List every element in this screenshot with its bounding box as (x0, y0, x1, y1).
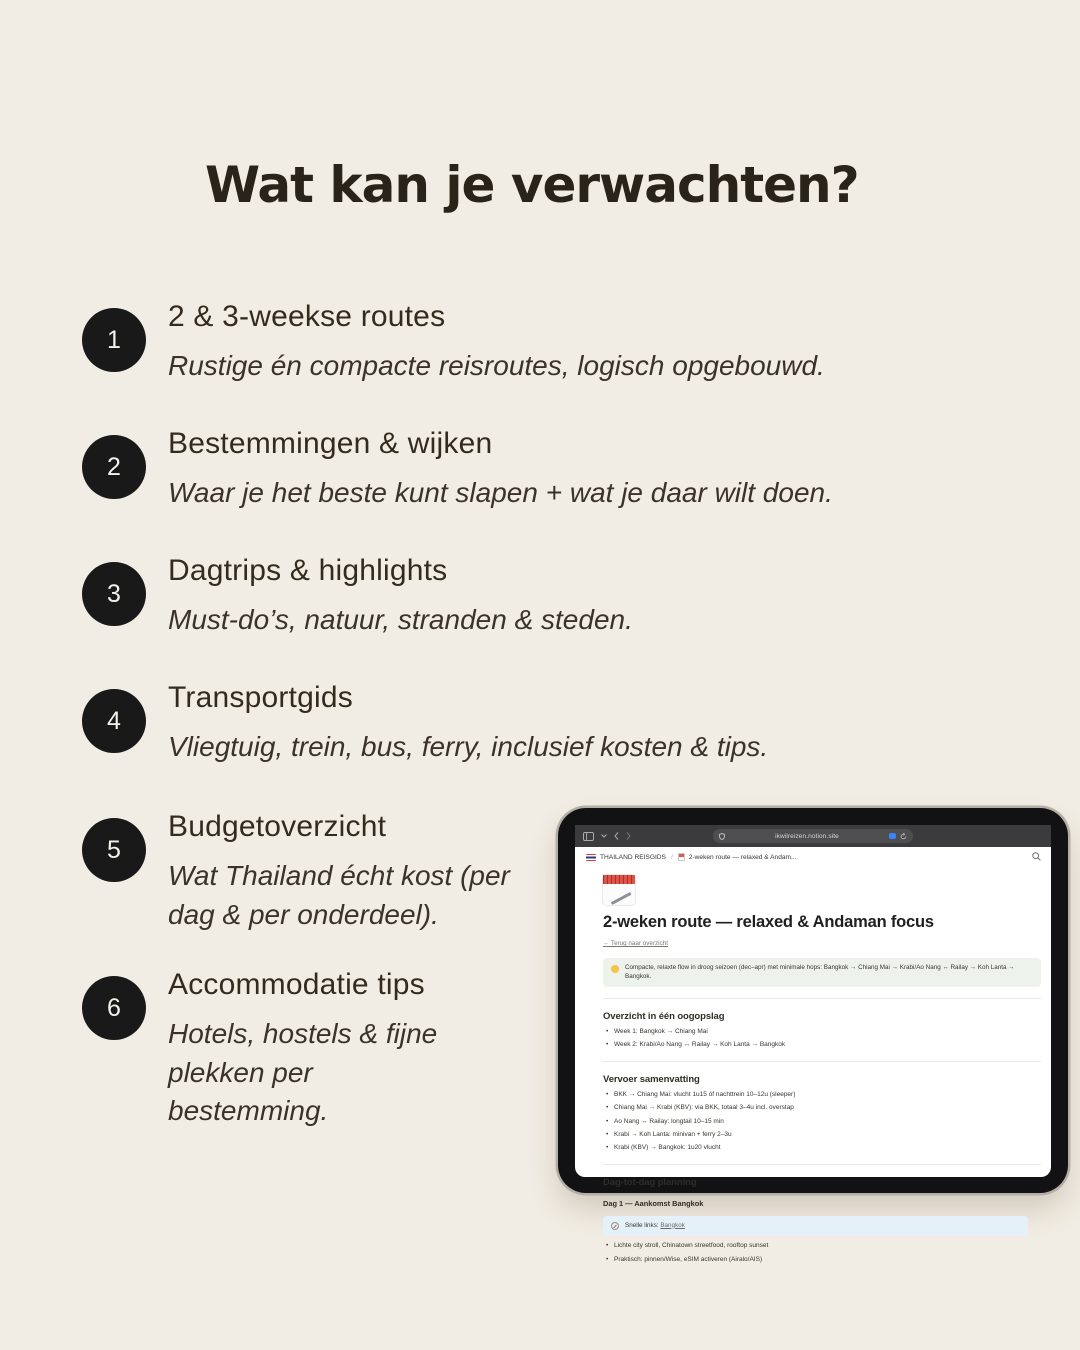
transport-list (603, 1090, 1041, 1153)
list-bullet: • Krabi (KBV) → Bangkok: 1u20 vlucht (603, 1143, 1041, 1153)
search-icon[interactable] (1032, 852, 1041, 863)
breadcrumb-separator: / (670, 853, 673, 861)
overview-heading: Overzicht in één oogopslag (603, 1011, 725, 1022)
intro-callout (603, 958, 1041, 987)
list-item (82, 427, 833, 513)
sun-icon (611, 965, 619, 973)
tablet-mockup (558, 808, 1068, 1263)
browser-toolbar (575, 825, 1051, 847)
item-title: Dagtrips & highlights (168, 554, 448, 587)
list-item (82, 300, 825, 386)
sidebar-toggle-icon[interactable] (583, 832, 594, 841)
step-number: 6 (107, 993, 121, 1022)
step-number-badge (82, 689, 146, 753)
page-title: Wat kan je verwachten? (205, 156, 859, 214)
list-item (82, 810, 513, 934)
list-bullet: • Chiang Mai → Krabi (KBV): via BKK, totaal 3–4u incl. overstap (603, 1103, 1041, 1113)
item-title: 2 & 3-weekse routes (168, 300, 446, 333)
notion-page-title: 2-weken route — relaxed & Andaman focus (603, 913, 934, 931)
list-item (82, 968, 468, 1131)
breadcrumb-page[interactable]: 2-weken route — relaxed & Andam... (688, 853, 797, 861)
item-description: Wat Thailand écht kost (per dag & per onderdeel). (168, 860, 510, 930)
list-bullet: • BKK → Chiang Mai: vlucht 1u15 óf nachttrein 10–12u (sleeper) (603, 1090, 1041, 1100)
quick-links-callout (603, 1216, 1028, 1237)
divider (603, 1061, 1041, 1062)
divider (603, 998, 1041, 999)
breadcrumb (575, 847, 1051, 867)
url-text: ikwilreizen.notion.site (775, 832, 839, 840)
transport-heading: Vervoer samenvatting (603, 1074, 700, 1085)
item-title: Bestemmingen & wijken (168, 427, 493, 460)
page-doc-icon (678, 853, 685, 861)
list-bullet: • Week 2: Krabi/Ao Nang ↔ Railay → Koh Lanta → Bangkok (603, 1040, 1041, 1050)
address-bar[interactable] (713, 829, 913, 843)
step-number: 2 (107, 452, 121, 481)
step-number-badge (82, 308, 146, 372)
item-description: Waar je het beste kunt slapen + wat je daar wilt doen. (168, 477, 833, 508)
day1-list (603, 1241, 1041, 1264)
intro-callout-text: Compacte, relaxte flow in droog seizoen (dec–apr) met minimale hops: Bangkok → Chiang Mai → Krabi/Ao Nang ↔ Railay → Koh Lanta → Bangkok. (625, 964, 1015, 980)
calendar-page-icon (603, 875, 635, 905)
item-description: Must-do’s, natuur, stranden & steden. (168, 604, 633, 635)
back-to-overview-link[interactable]: ← Terug naar overzicht (603, 940, 668, 947)
forward-button-icon[interactable] (626, 832, 631, 840)
list-bullet: • Lichte city stroll, Chinatown streetfood, rooftop sunset (603, 1241, 1041, 1251)
thailand-flag-icon (586, 854, 596, 861)
planning-heading: Dag-tot-dag planning (603, 1176, 697, 1188)
item-title: Accommodatie tips (168, 968, 425, 1001)
compass-icon (611, 1222, 619, 1230)
list-bullet: • Krabi → Koh Lanta: minivan + ferry 2–3u (603, 1130, 1041, 1140)
step-number-badge (82, 976, 146, 1040)
back-button-icon[interactable] (614, 832, 619, 840)
quick-links-bangkok-link[interactable]: Bangkok (660, 1221, 685, 1229)
day1-heading: Dag 1 — Aankomst Bangkok (603, 1198, 704, 1208)
list-item (82, 554, 633, 640)
notion-page (575, 867, 1051, 1264)
reader-badge-icon (889, 833, 896, 839)
step-number-badge (82, 435, 146, 499)
item-title: Transportgids (168, 681, 353, 714)
step-number-badge (82, 818, 146, 882)
list-bullet: • Week 1: Bangkok → Chiang Mai (603, 1027, 1041, 1037)
list-item (82, 681, 768, 767)
step-number: 5 (107, 835, 121, 864)
divider (603, 1164, 1041, 1165)
reload-icon[interactable] (900, 833, 907, 840)
step-number: 3 (107, 579, 121, 608)
step-number: 4 (107, 706, 121, 735)
overview-list (603, 1027, 1041, 1050)
list-bullet: • Ao Nang ↔ Railay: longtail 10–15 min (603, 1117, 1041, 1127)
step-number: 1 (107, 325, 121, 354)
list-bullet: • Praktisch: pinnen/Wise, eSIM activeren (Airalo/AIS) (603, 1255, 1041, 1265)
step-number-badge (82, 562, 146, 626)
breadcrumb-site[interactable]: THAILAND REISGIDS (600, 853, 666, 861)
chevron-down-icon[interactable] (601, 834, 607, 838)
item-description: Hotels, hostels & fijne plekken per bestemming. (168, 1018, 438, 1127)
privacy-shield-icon (719, 833, 725, 840)
item-title: Budgetoverzicht (168, 810, 387, 843)
item-description: Vliegtuig, trein, bus, ferry, inclusief kosten & tips. (168, 731, 769, 762)
quick-links-label: Snelle links: (625, 1221, 659, 1229)
item-description: Rustige én compacte reisroutes, logisch opgebouwd. (168, 350, 825, 381)
tablet-screen (575, 825, 1051, 1263)
